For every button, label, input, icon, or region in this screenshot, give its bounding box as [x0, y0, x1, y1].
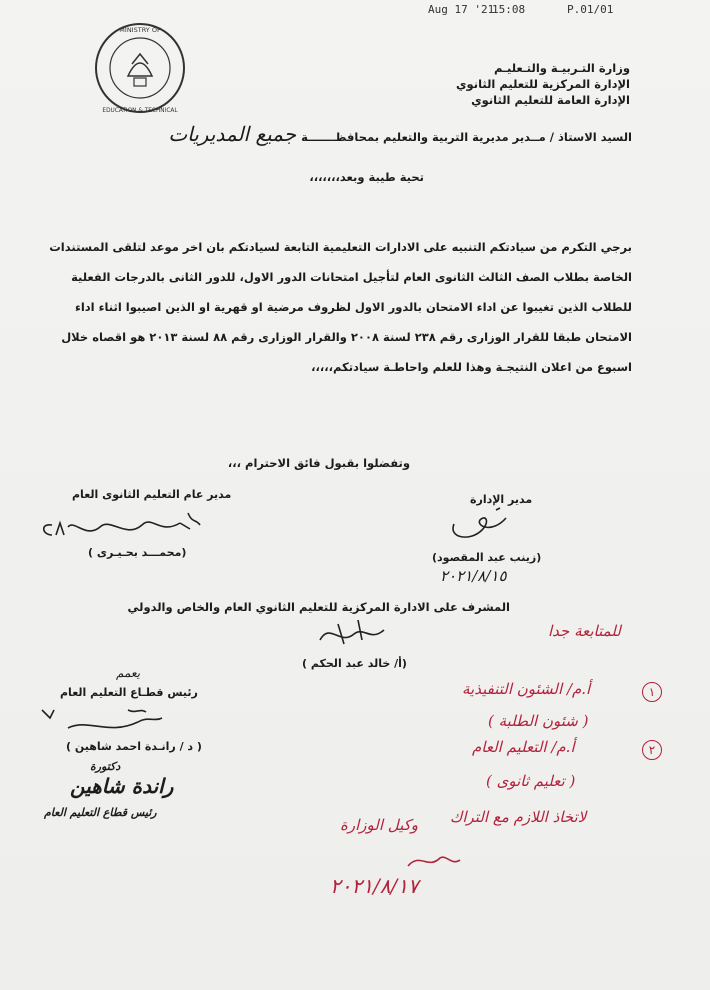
note-item-3: لاتخاذ اللازم مع التراك: [450, 808, 587, 826]
note-date: ٢٠٢١/٨/١٧: [330, 874, 419, 898]
note-item-2-b: ( تعليم ثانوى ): [486, 772, 576, 790]
supervisor-name: (أ/ خالد عبد الحكم ): [302, 657, 407, 670]
general-director-signature-icon: [30, 505, 230, 547]
admin-director-title: مدير الإدارة: [470, 493, 533, 506]
svg-text:EDUCATION & TECHNICAL: EDUCATION & TECHNICAL: [102, 108, 178, 114]
note-item-4: وكيل الوزارة: [340, 816, 419, 834]
body-line-4: الامتحان طبقا للقرار الوزارى رقم ٢٣٨ لسنة ٢٠٠٨ والقرار الوزارى رقم ٨٨ لسنة ٢٠١٣ هو اقصاه خلال: [61, 330, 632, 344]
addressee-prefix: السيد الاستاذ / مــدير مديرية التربية والتعليم بمحافظـــــــة: [301, 130, 632, 144]
addressee-handwritten: جميع المديريات: [168, 122, 297, 146]
sector-head-title: رئيس قطـاع التعليم العام: [60, 686, 198, 699]
sector-head-signature-icon: [28, 700, 178, 742]
stamp-line-1: دكتورة: [90, 760, 121, 773]
fax-header: [0, 0, 710, 18]
fax-time: 15:08: [492, 3, 526, 16]
ministry-line-1: وزارة التـربيـة والتـعليـم: [494, 61, 630, 75]
note-item-1-number: ١: [642, 682, 662, 702]
fax-page: P.01/01: [567, 3, 614, 16]
official-stamp: [30, 760, 245, 835]
note-item-2-number: ٢: [642, 740, 662, 760]
addressee: [72, 122, 632, 146]
greeting: تحية طيبة وبعد،،،،،،،: [309, 170, 424, 184]
note-item-1-a: أ.م/ الشئون التنفيذية: [462, 680, 591, 698]
note-header: للمتابعة جدا: [548, 622, 621, 640]
svg-text:MINISTRY OF: MINISTRY OF: [119, 26, 161, 34]
admin-director-date: ٢٠٢١/٨/١٥: [440, 567, 507, 585]
sector-head-note: يعمم: [116, 666, 141, 680]
ministry-line-3: الإدارة العامة للتعليم الثانوي: [471, 93, 630, 107]
body-line-3: للطلاب الذين تغيبوا عن اداء الامتحان بالدور الاول لظروف مرضية او قهرية او الذين اصيبوا اثناء اداء: [74, 300, 632, 314]
body-line-2: الخاصة بطلاب الصف الثالث الثانوى العام لتأجيل امتحانات الدور الاول، للدور الثانى بالدرجات الفعلية: [71, 270, 632, 284]
ministry-seal-icon: [92, 20, 188, 116]
general-director-name: (محمـــد بحـيـرى ): [88, 546, 187, 559]
admin-director-signature-icon: [440, 500, 520, 550]
stamp-line-3: رئيس قطاع التعليم العام: [44, 806, 157, 819]
stamp-line-2: راندة شاهين: [70, 774, 174, 798]
sector-head-name: ( د / رانـدة احمد شاهين ): [66, 740, 202, 753]
closing: وتفضلوا بقبول فائق الاحترام ،،،: [227, 456, 410, 470]
general-director-title: مدير عام التعليم الثانوى العام: [72, 488, 232, 501]
ministry-header: [456, 60, 630, 108]
fax-date: Aug 17 '21: [428, 3, 495, 16]
supervisor-title: المشرف على الادارة المركزية للتعليم الثانوي العام والخاص والدولي: [127, 600, 510, 614]
ministry-line-2: الإدارة المركزية للتعليم الثانوي: [456, 77, 630, 91]
supervisor-signature-icon: [310, 612, 400, 652]
note-item-2-a: أ.م/ التعليم العام: [472, 738, 575, 756]
note-item-1-b: ( شئون الطلبة ): [488, 712, 589, 730]
note-signature-icon: [400, 846, 470, 876]
body-line-1: برجي التكرم من سيادتكم التنبيه على الادارات التعليمية التابعة لسيادتكم بان اخر موعد لتلقى المستندات: [49, 240, 632, 254]
body-line-5: اسبوع من اعلان النتيجـة وهذا للعلم واحاطـة سيادتكم،،،،،: [311, 360, 632, 374]
admin-director-name: (زينب عبد المقصود): [432, 551, 542, 564]
